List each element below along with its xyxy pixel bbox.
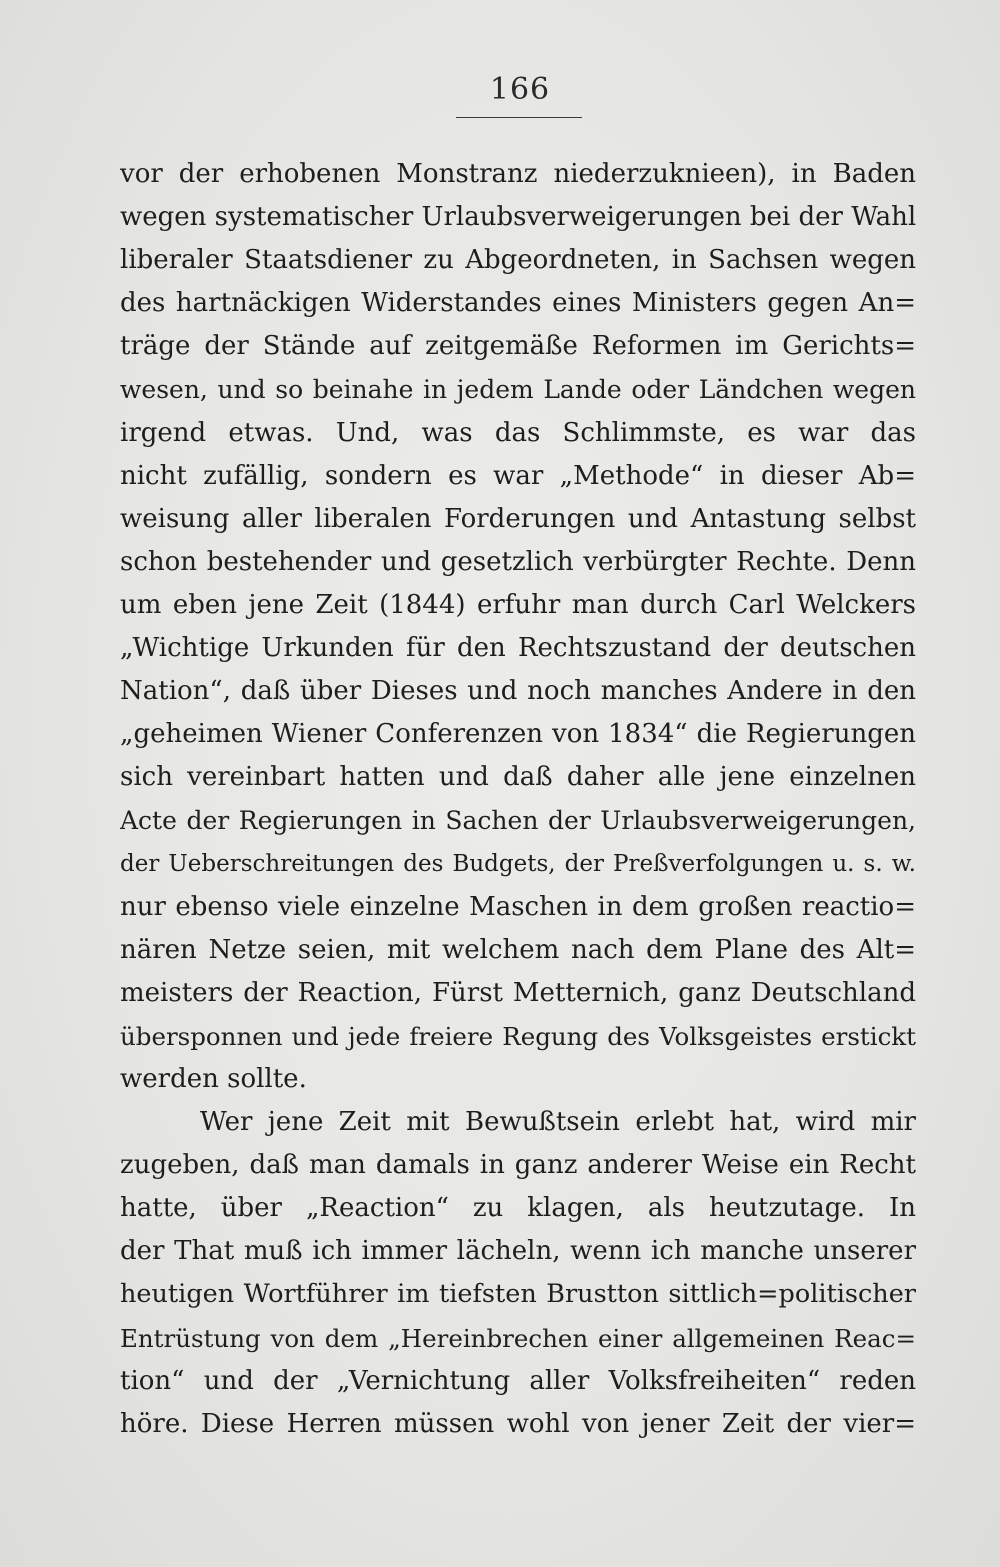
text-line: liberaler Staatsdiener zu Abgeordneten, in Sachsen wegen: [120, 245, 916, 276]
text-line: hatte, über „Reaction“ zu klagen, als heutzutage. In: [120, 1193, 916, 1224]
text-line: Acte der Regierungen in Sachen der Urlaubsverweigerungen,: [120, 806, 916, 836]
text-line: sich vereinbart hatten und daß daher alle jene einzelnen: [120, 762, 916, 793]
text-line: des hartnäckigen Widerstandes eines Ministers gegen An=: [120, 288, 916, 319]
text-line: wesen, und so beinahe in jedem Lande oder Ländchen wegen: [120, 375, 916, 405]
text-line: um eben jene Zeit (1844) erfuhr man durch Carl Welckers: [120, 589, 916, 620]
paragraph-end-line: werden sollte.: [120, 1063, 307, 1094]
text-line: „Wichtige Urkunden für den Rechtszustand der deutschen: [120, 633, 916, 664]
text-line: träge der Stände auf zeitgemäße Reformen im Gerichts=: [120, 331, 916, 362]
text-line: vor der erhobenen Monstranz niederzuknieen), in Baden: [120, 159, 916, 189]
text-line: der Ueberschreitungen des Budgets, der Preßverfolgungen u. s. w.: [120, 850, 916, 877]
paragraph-start-line: Wer jene Zeit mit Bewußtsein erlebt hat, wird mir: [200, 1107, 916, 1138]
text-line: zugeben, daß man damals in ganz anderer Weise ein Recht: [120, 1150, 916, 1181]
text-line: nicht zufällig, sondern es war „Methode“ in dieser Ab=: [120, 460, 916, 491]
text-line: heutigen Wortführer im tiefsten Brustton sittlich=politischer: [120, 1279, 916, 1310]
page-number: 166: [489, 72, 551, 107]
text-line: „geheimen Wiener Conferenzen von 1834“ die Regierungen: [120, 719, 916, 750]
text-line: nären Netze seien, mit welchem nach dem Plane des Alt=: [120, 934, 916, 965]
text-line: Nation“, daß über Dieses und noch manches Andere in den: [120, 676, 916, 707]
text-line: Entrüstung von dem „Hereinbrechen einer allgemeinen Reac=: [120, 1323, 916, 1353]
text-line: nur ebenso viele einzelne Maschen in dem großen reactio=: [120, 891, 916, 922]
text-line: schon bestehender und gesetzlich verbürgter Rechte. Denn: [120, 546, 916, 577]
text-line: irgend etwas. Und, was das Schlimmste, es war das: [120, 417, 916, 448]
text-line: übersponnen und jede freiere Regung des Volksgeistes erstickt: [120, 1021, 916, 1051]
text-line: wegen systematischer Urlaubsverweigerungen bei der Wahl: [120, 202, 916, 233]
text-line: meisters der Reaction, Fürst Metternich, ganz Deutschland: [120, 977, 916, 1008]
text-line: der That muß ich immer lächeln, wenn ich manche unserer: [120, 1236, 916, 1267]
body-text: [120, 153, 916, 1446]
text-line: höre. Diese Herren müssen wohl von jener Zeit der vier=: [120, 1408, 916, 1439]
text-line: tion“ und der „Vernichtung aller Volksfreiheiten“ reden: [120, 1365, 916, 1396]
text-line: weisung aller liberalen Forderungen und Antastung selbst: [120, 503, 916, 534]
header-rule: [456, 117, 582, 118]
